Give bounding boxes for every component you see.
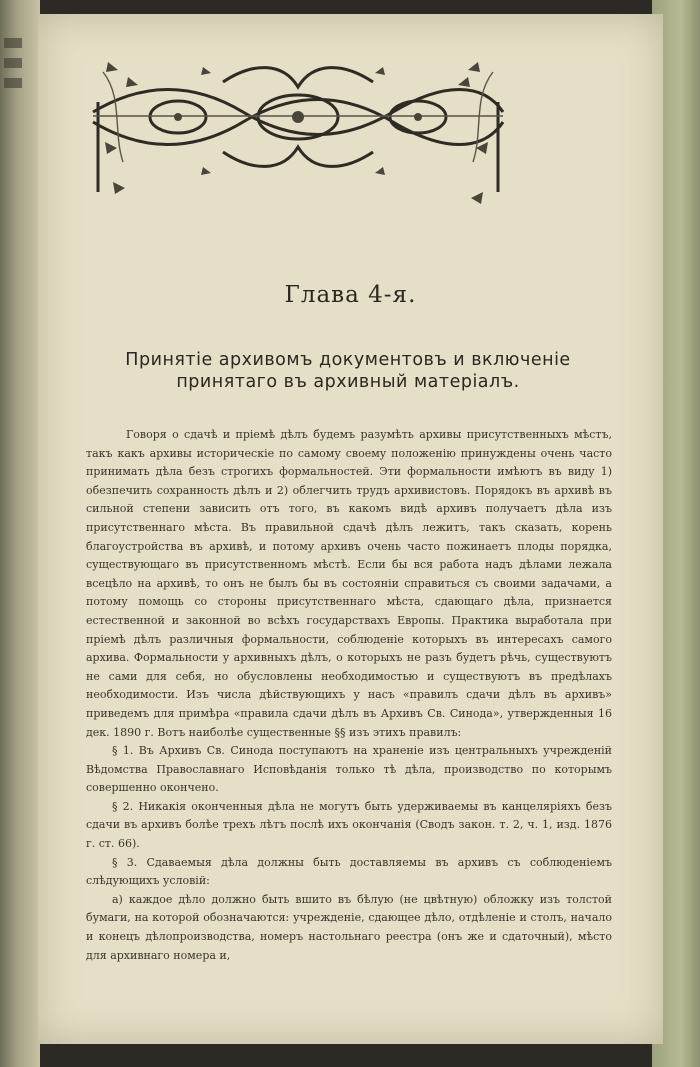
body-text bbox=[86, 426, 612, 965]
headpiece-ornament bbox=[83, 42, 513, 212]
sub-item-paragraph: а) каждое дѣло должно быть вшито въ бѣлую (не цвѣтную) обложку изъ толстой бумаги, на которой обозначаются: учрежденіе, сдающее дѣло, отдѣленіе и столъ, начало и конецъ дѣлопроизводства, номеръ настольнаго реестра (онъ же и сдаточный), мѣсто для архивнаго номера и, bbox=[86, 892, 612, 962]
rule-paragraph: § 3. Сдаваемыя дѣла должны быть доставляемы въ архивъ съ соблюденіемъ слѣдующихъ условій: bbox=[86, 855, 612, 888]
paragraph: Говоря о сдачѣ и пріемѣ дѣлъ будемъ разумѣть архивы присутственныхъ мѣстъ, такъ какъ архивы историческіе по самому своему положенію принуждены очень часто принимать дѣла безъ строгихъ формальностей. Эти формальности имѣютъ въ виду 1) обезпечить сохранность дѣлъ и 2) облегчить трудъ архивистовъ. Порядокъ въ архивѣ въ сильной степени зависить отъ того, въ какомъ видѣ архивъ получаетъ дѣла изъ присутственнаго мѣста. Въ правильной сдачѣ дѣлъ лежитъ, такъ сказать, корень благоустройства въ архивѣ, и потому архивъ очень часто пожинаетъ плоды порядка, существующаго въ присутственномъ мѣстѣ. Если бы вся работа надъ дѣлами лежала всецѣло на архивѣ, то онъ не былъ бы въ состояніи справиться съ своими задачами, а потому помощь со стороны присутственнаго мѣста, сдающаго дѣла, признается естественной и законной во всѣхъ государствахъ Европы. Практика выработала при пріемѣ дѣлъ различныя формальности, соблюденіе которыхъ въ интересахъ самого архива. Формальности у архивныхъ дѣлъ, о которыхъ не разъ будетъ рѣчь, существуютъ не сами для себя, но обусловлены необходимостью и существуютъ въ предѣлахъ необходимости. Изъ числа дѣйствующихъ у насъ «правилъ сдачи дѣлъ въ архивъ» приведемъ для примѣра «правила сдачи дѣлъ въ Архивъ Св. Синода», утвержденныя 16 дек. 1890 г. Вотъ наиболѣе существенные §§ изъ этихъ правилъ: bbox=[86, 428, 612, 739]
facing-page-mark bbox=[4, 58, 22, 68]
section-title bbox=[98, 349, 598, 393]
section-title-line: Принятіе архивомъ документовъ и включеніе bbox=[125, 350, 571, 370]
rule-paragraph: § 2. Никакія оконченныя дѣла не могутъ быть удерживаемы въ канцеляріяхъ безъ сдачи въ архивъ болѣе трехъ лѣтъ послѣ ихъ окончанія (Сводъ закон. т. 2, ч. 1, изд. 1876 г. ст. 66). bbox=[86, 799, 612, 851]
facing-page-mark bbox=[4, 38, 22, 48]
facing-page-edge bbox=[0, 0, 40, 1067]
facing-page-mark bbox=[4, 78, 22, 88]
rule-paragraph: § 1. Въ Архивъ Св. Синода поступаютъ на храненіе изъ центральныхъ учрежденій Вѣдомства Православнаго Исповѣданія только тѣ дѣла, производство по которымъ совершенно окончено. bbox=[86, 744, 612, 795]
book-page bbox=[38, 14, 663, 1044]
chapter-heading: Глава 4-я. bbox=[284, 282, 417, 308]
section-title-line: принятаго въ архивный матеріалъ. bbox=[176, 372, 520, 392]
